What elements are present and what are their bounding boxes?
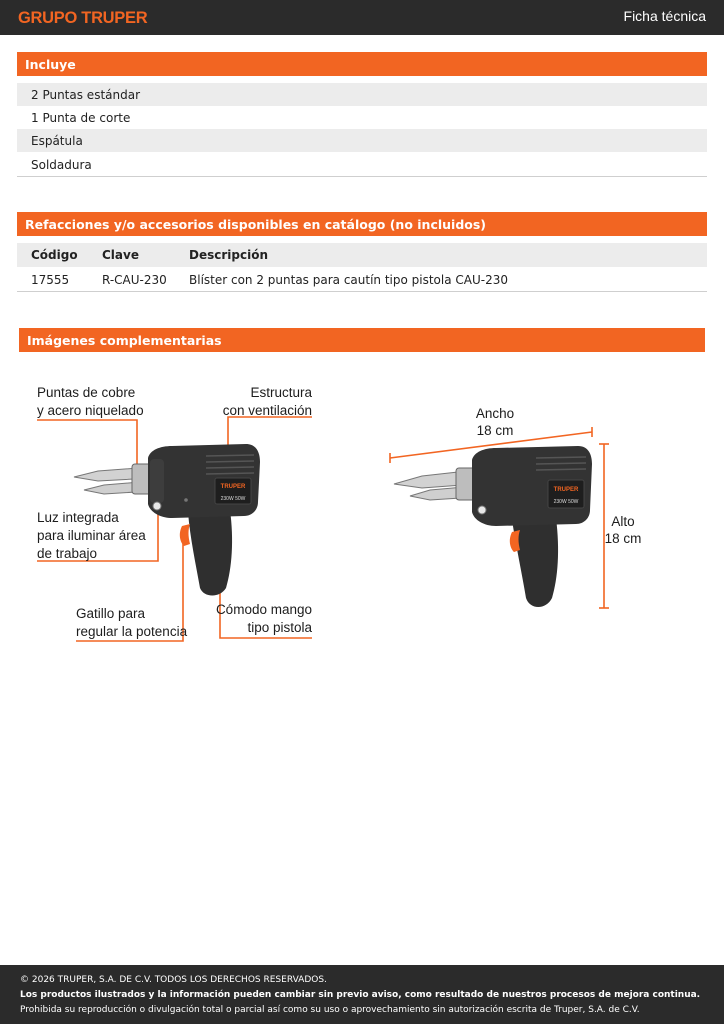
width-label: Ancho 18 cm — [475, 406, 515, 438]
top-bar — [0, 0, 724, 35]
product-dimension-figure — [380, 420, 620, 620]
footer-rights: Prohibida su reproducción o divulgación total o parcial así como su uso o aprovechamiento sin autorización escrita de Truper, S.A. de C.V. — [20, 1005, 640, 1015]
table-row — [17, 268, 707, 291]
leader-line-tips — [37, 420, 137, 468]
callout-vent: Estructura con ventilación — [222, 385, 312, 418]
callout-tips: Puntas de cobre y acero niquelado — [37, 385, 144, 418]
height-label: Alto 18 cm — [604, 514, 642, 546]
column-header-code: Código — [31, 248, 78, 262]
table-header — [17, 243, 707, 267]
divider — [17, 291, 707, 292]
column-header-key: Clave — [102, 248, 139, 262]
list-item: 2 Puntas estándar — [17, 83, 707, 106]
callout-grip: Cómodo mango tipo pistola — [215, 602, 312, 635]
product-brand-text: TRUPER — [553, 487, 579, 493]
footer-copyright: © 2026 TRUPER, S.A. DE C.V. TODOS LOS DERECHOS RESERVADOS. — [20, 975, 327, 985]
footer — [0, 965, 724, 1024]
section-includes-title: Incluye — [17, 52, 707, 76]
section-spares-title: Refacciones y/o accesorios disponibles en catálogo (no incluidos) — [17, 212, 707, 236]
cell-description: Blíster con 2 puntas para cautín tipo pistola CAU-230 — [189, 273, 509, 287]
column-header-description: Descripción — [189, 248, 268, 262]
callout-trigger: Gatillo para regular la potencia — [76, 606, 188, 639]
brand-logo: GRUPO TRUPER — [18, 9, 148, 27]
list-item: Espátula — [17, 129, 707, 152]
list-item: 1 Punta de corte — [31, 111, 131, 125]
document-type: Ficha técnica — [623, 8, 706, 24]
callout-light: Luz integrada para iluminar área de trabajo — [37, 510, 146, 561]
cell-key: R-CAU-230 — [102, 273, 167, 287]
divider — [17, 176, 707, 177]
product-rating-text: 230W 50W — [553, 499, 579, 505]
product-brand-text: TRUPER — [220, 484, 246, 490]
cell-code: 17555 — [31, 273, 70, 287]
product-rating-text: 230W 50W — [220, 496, 246, 502]
soldering-gun-icon — [394, 446, 592, 607]
list-item: Soldadura — [31, 158, 92, 172]
section-images-title: Imágenes complementarias — [19, 328, 705, 352]
footer-notice: Los productos ilustrados y la información pueden cambiar sin previo aviso, como resultado de nuestros procesos de mejora continua. — [20, 990, 701, 1000]
